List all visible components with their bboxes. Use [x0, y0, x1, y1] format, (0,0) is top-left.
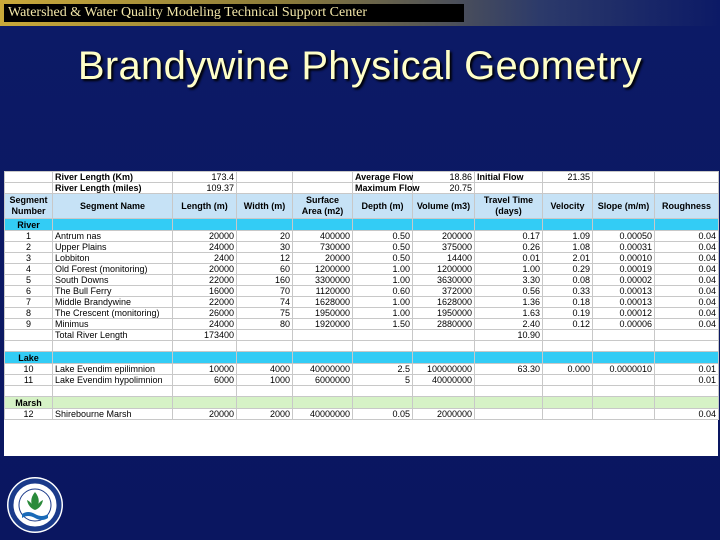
- total-river-length-label: Total River Length: [53, 330, 173, 341]
- summary-row: [5, 183, 719, 194]
- table-cell: 3.30: [475, 275, 543, 286]
- table-cell: [353, 397, 413, 409]
- table-cell: 4000: [237, 364, 293, 375]
- table-cell: [413, 397, 475, 409]
- table-cell: 1120000: [293, 286, 353, 297]
- column-header: Width (m): [237, 194, 293, 219]
- table-cell: [593, 330, 655, 341]
- table-cell: 0.000: [543, 364, 593, 375]
- table-cell: 74: [237, 297, 293, 308]
- table-cell: 0.01: [655, 375, 719, 386]
- table-cell: 2880000: [413, 319, 475, 330]
- table-cell: [413, 386, 475, 397]
- table-cell: 22000: [173, 275, 237, 286]
- table-cell: 0.00013: [593, 297, 655, 308]
- table-cell: [543, 409, 593, 420]
- table-cell: 26000: [173, 308, 237, 319]
- geometry-table: [4, 171, 719, 420]
- table-cell: 0.00006: [593, 319, 655, 330]
- table-cell: [237, 183, 293, 194]
- table-row: [5, 286, 719, 297]
- table-cell: 30: [237, 242, 293, 253]
- table-cell: 1.36: [475, 297, 543, 308]
- table-cell: 0.33: [543, 286, 593, 297]
- table-cell: [475, 375, 543, 386]
- initial-flow-label: Initial Flow: [475, 172, 543, 183]
- table-cell: 1950000: [293, 308, 353, 319]
- table-cell: 100000000: [413, 364, 475, 375]
- table-cell: [173, 397, 237, 409]
- section-label-river: River: [5, 219, 53, 231]
- page-title: Brandywine Physical Geometry: [77, 44, 643, 88]
- table-cell: [475, 219, 543, 231]
- table-cell: [413, 330, 475, 341]
- section-row-marsh: [5, 397, 719, 409]
- table-cell: [237, 386, 293, 397]
- average-flow-label: Average Flow: [353, 172, 413, 183]
- table-cell: [5, 330, 53, 341]
- table-cell: [353, 341, 413, 352]
- table-cell: [293, 386, 353, 397]
- table-row: [5, 253, 719, 264]
- table-cell: [293, 330, 353, 341]
- table-cell: 3: [5, 253, 53, 264]
- table-cell: [237, 341, 293, 352]
- total-travel-time: 10.90: [475, 330, 543, 341]
- table-cell: 1200000: [293, 264, 353, 275]
- table-cell: [543, 352, 593, 364]
- table-cell: [543, 219, 593, 231]
- table-cell: 1.00: [353, 308, 413, 319]
- table-cell: 0.01: [655, 364, 719, 375]
- table-cell: 1920000: [293, 319, 353, 330]
- table-cell: 0.04: [655, 409, 719, 420]
- table-cell: [173, 219, 237, 231]
- epa-seal-icon: [6, 476, 64, 534]
- table-cell: 80: [237, 319, 293, 330]
- table-cell: [237, 219, 293, 231]
- table-cell: 6000: [173, 375, 237, 386]
- table-cell: Shirebourne Marsh: [53, 409, 173, 420]
- table-cell: 75: [237, 308, 293, 319]
- table-cell: 60: [237, 264, 293, 275]
- table-cell: [353, 352, 413, 364]
- column-header: Surface Area (m2): [293, 194, 353, 219]
- spacer-row: [5, 386, 719, 397]
- section-label-marsh: Marsh: [5, 397, 53, 409]
- section-row-lake: [5, 352, 719, 364]
- table-cell: 1.08: [543, 242, 593, 253]
- table-cell: [475, 183, 543, 194]
- table-cell: 0.04: [655, 242, 719, 253]
- table-cell: 2.40: [475, 319, 543, 330]
- table-cell: 22000: [173, 297, 237, 308]
- table-cell: 0.60: [353, 286, 413, 297]
- table-cell: 40000000: [293, 409, 353, 420]
- table-row: [5, 319, 719, 330]
- table-cell: 0.00050: [593, 231, 655, 242]
- table-cell: 1950000: [413, 308, 475, 319]
- average-flow-value: 18.86: [413, 172, 475, 183]
- table-cell: 12: [5, 409, 53, 420]
- table-cell: 400000: [293, 231, 353, 242]
- table-cell: 0.04: [655, 297, 719, 308]
- table-cell: 0.04: [655, 286, 719, 297]
- table-cell: 0.18: [543, 297, 593, 308]
- column-header: Roughness: [655, 194, 719, 219]
- table-cell: [593, 341, 655, 352]
- table-cell: [593, 352, 655, 364]
- table-cell: 0.12: [543, 319, 593, 330]
- table-cell: [53, 397, 173, 409]
- river-length-km-label: River Length (Km): [53, 172, 173, 183]
- table-cell: 6000000: [293, 375, 353, 386]
- table-cell: 40000000: [413, 375, 475, 386]
- table-cell: [655, 183, 719, 194]
- table-row: [5, 409, 719, 420]
- table-cell: [353, 219, 413, 231]
- table-cell: [543, 341, 593, 352]
- table-cell: Lake Evendim hypolimnion: [53, 375, 173, 386]
- table-cell: Upper Plains: [53, 242, 173, 253]
- table-cell: 5: [353, 375, 413, 386]
- table-header-row: [5, 194, 719, 219]
- table-cell: 0.00019: [593, 264, 655, 275]
- table-row: [5, 231, 719, 242]
- table-cell: 2000000: [413, 409, 475, 420]
- table-cell: 0.08: [543, 275, 593, 286]
- table-cell: [237, 397, 293, 409]
- table-cell: 20000: [293, 253, 353, 264]
- table-cell: [53, 341, 173, 352]
- river-length-miles-value: 109.37: [173, 183, 237, 194]
- table-cell: [593, 397, 655, 409]
- table-cell: 7: [5, 297, 53, 308]
- table-cell: [543, 386, 593, 397]
- table-cell: [5, 386, 53, 397]
- table-cell: 1.50: [353, 319, 413, 330]
- table-cell: 6: [5, 286, 53, 297]
- table-cell: [5, 172, 53, 183]
- table-cell: 0.04: [655, 308, 719, 319]
- table-cell: 20: [237, 231, 293, 242]
- table-cell: [655, 172, 719, 183]
- table-cell: 0.0000010: [593, 364, 655, 375]
- maximum-flow-label: Maximum Flow: [353, 183, 413, 194]
- table-cell: 1.09: [543, 231, 593, 242]
- table-cell: [53, 219, 173, 231]
- total-river-length-value: 173400: [173, 330, 237, 341]
- table-cell: South Downs: [53, 275, 173, 286]
- table-cell: Minimus: [53, 319, 173, 330]
- table-cell: 0.04: [655, 319, 719, 330]
- table-cell: 0.04: [655, 275, 719, 286]
- table-cell: 0.50: [353, 242, 413, 253]
- section-row-river: [5, 219, 719, 231]
- column-header: Travel Time (days): [475, 194, 543, 219]
- table-cell: [293, 341, 353, 352]
- table-cell: 1.00: [353, 297, 413, 308]
- table-cell: 40000000: [293, 364, 353, 375]
- table-cell: 2000: [237, 409, 293, 420]
- table-row: [5, 364, 719, 375]
- table-cell: 730000: [293, 242, 353, 253]
- table-cell: 8: [5, 308, 53, 319]
- table-cell: [173, 341, 237, 352]
- table-cell: 1.63: [475, 308, 543, 319]
- table-cell: 160: [237, 275, 293, 286]
- table-cell: 24000: [173, 242, 237, 253]
- table-cell: 375000: [413, 242, 475, 253]
- table-cell: [173, 386, 237, 397]
- table-cell: 0.50: [353, 231, 413, 242]
- table-cell: 0.00012: [593, 308, 655, 319]
- table-cell: [655, 397, 719, 409]
- table-cell: 14400: [413, 253, 475, 264]
- table-cell: [543, 183, 593, 194]
- table-cell: 10000: [173, 364, 237, 375]
- table-cell: 0.00010: [593, 253, 655, 264]
- table-cell: Antrum nas: [53, 231, 173, 242]
- table-cell: [543, 397, 593, 409]
- table-cell: 1628000: [413, 297, 475, 308]
- column-header: Length (m): [173, 194, 237, 219]
- column-header: Velocity: [543, 194, 593, 219]
- table-cell: 1.00: [475, 264, 543, 275]
- table-cell: [5, 341, 53, 352]
- table-cell: [413, 219, 475, 231]
- river-length-km-value: 173.4: [173, 172, 237, 183]
- table-cell: [173, 352, 237, 364]
- table-cell: 1000: [237, 375, 293, 386]
- table-cell: [53, 352, 173, 364]
- table-row: [5, 308, 719, 319]
- table-cell: [293, 397, 353, 409]
- table-cell: [593, 219, 655, 231]
- table-cell: 0.04: [655, 253, 719, 264]
- table-row: [5, 297, 719, 308]
- table-cell: Middle Brandywine: [53, 297, 173, 308]
- table-cell: 0.00031: [593, 242, 655, 253]
- column-header: Depth (m): [353, 194, 413, 219]
- table-cell: 4: [5, 264, 53, 275]
- table-cell: 0.04: [655, 231, 719, 242]
- total-row: [5, 330, 719, 341]
- table-row: [5, 264, 719, 275]
- table-cell: [593, 375, 655, 386]
- table-cell: Lake Evendim epilimnion: [53, 364, 173, 375]
- table-cell: [237, 352, 293, 364]
- table-cell: [475, 397, 543, 409]
- table-cell: [237, 330, 293, 341]
- table-cell: 9: [5, 319, 53, 330]
- table-cell: [655, 219, 719, 231]
- table-row: [5, 242, 719, 253]
- table-cell: 0.26: [475, 242, 543, 253]
- table-cell: 0.00002: [593, 275, 655, 286]
- section-label-lake: Lake: [5, 352, 53, 364]
- table-cell: 1.00: [353, 275, 413, 286]
- table-cell: [593, 183, 655, 194]
- table-cell: 11: [5, 375, 53, 386]
- table-cell: [293, 172, 353, 183]
- table-cell: [353, 386, 413, 397]
- table-cell: 2400: [173, 253, 237, 264]
- table-cell: 2.5: [353, 364, 413, 375]
- table-cell: 0.56: [475, 286, 543, 297]
- table-cell: [413, 352, 475, 364]
- table-cell: 0.17: [475, 231, 543, 242]
- table-cell: [475, 352, 543, 364]
- table-cell: 0.19: [543, 308, 593, 319]
- spacer-row: [5, 341, 719, 352]
- table-cell: The Bull Ferry: [53, 286, 173, 297]
- table-cell: [53, 386, 173, 397]
- table-row: [5, 275, 719, 286]
- column-header: Segment Number: [5, 194, 53, 219]
- table-cell: 24000: [173, 319, 237, 330]
- table-cell: [475, 386, 543, 397]
- initial-flow-value: 21.35: [543, 172, 593, 183]
- table-cell: 70: [237, 286, 293, 297]
- table-cell: 2: [5, 242, 53, 253]
- maximum-flow-value: 20.75: [413, 183, 475, 194]
- table-cell: 63.30: [475, 364, 543, 375]
- table-cell: 1.00: [353, 264, 413, 275]
- table-cell: [543, 375, 593, 386]
- column-header: Slope (m/m): [593, 194, 655, 219]
- table-cell: Lobbiton: [53, 253, 173, 264]
- river-length-miles-label: River Length (miles): [53, 183, 173, 194]
- table-cell: 0.05: [353, 409, 413, 420]
- table-cell: 1: [5, 231, 53, 242]
- table-cell: 3300000: [293, 275, 353, 286]
- table-cell: 20000: [173, 264, 237, 275]
- table-cell: [353, 330, 413, 341]
- table-cell: [655, 330, 719, 341]
- table-cell: [593, 409, 655, 420]
- table-cell: 200000: [413, 231, 475, 242]
- table-cell: [293, 219, 353, 231]
- table-cell: 20000: [173, 409, 237, 420]
- table-cell: [293, 352, 353, 364]
- table-cell: [543, 330, 593, 341]
- header-banner: Watershed & Water Quality Modeling Technical Support Center: [4, 4, 464, 22]
- table-cell: [655, 386, 719, 397]
- spreadsheet: [4, 171, 718, 456]
- table-cell: 12: [237, 253, 293, 264]
- table-cell: 2.01: [543, 253, 593, 264]
- table-cell: 0.00013: [593, 286, 655, 297]
- table-cell: 1628000: [293, 297, 353, 308]
- table-cell: Old Forest (monitoring): [53, 264, 173, 275]
- table-cell: [593, 386, 655, 397]
- table-cell: [475, 341, 543, 352]
- table-cell: 0.04: [655, 264, 719, 275]
- table-cell: 0.01: [475, 253, 543, 264]
- table-cell: 10: [5, 364, 53, 375]
- table-row: [5, 375, 719, 386]
- table-cell: [413, 341, 475, 352]
- table-cell: 372000: [413, 286, 475, 297]
- table-cell: 1200000: [413, 264, 475, 275]
- table-cell: [655, 352, 719, 364]
- table-cell: [5, 183, 53, 194]
- table-cell: 20000: [173, 231, 237, 242]
- table-cell: 0.29: [543, 264, 593, 275]
- table-cell: 0.50: [353, 253, 413, 264]
- table-cell: [293, 183, 353, 194]
- column-header: Volume (m3): [413, 194, 475, 219]
- summary-row: [5, 172, 719, 183]
- table-cell: 3630000: [413, 275, 475, 286]
- table-cell: [475, 409, 543, 420]
- table-cell: [655, 341, 719, 352]
- table-cell: 16000: [173, 286, 237, 297]
- table-cell: [593, 172, 655, 183]
- table-cell: The Crescent (monitoring): [53, 308, 173, 319]
- table-cell: [237, 172, 293, 183]
- column-header: Segment Name: [53, 194, 173, 219]
- table-cell: 5: [5, 275, 53, 286]
